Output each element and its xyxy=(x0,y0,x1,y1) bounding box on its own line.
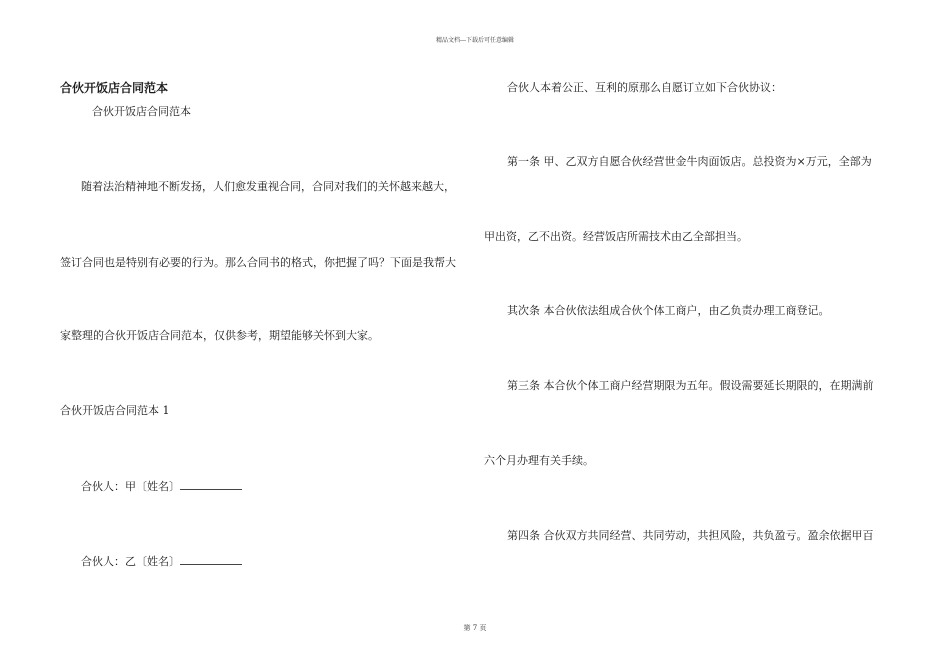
document-title: 合伙开饭店合同范本 xyxy=(60,81,169,95)
intro-line-3: 家整理的合伙开饭店合同范本，仅供参考，期望能够关怀到大家。 xyxy=(60,329,379,342)
intro-line-1: 随着法治精神地不断发扬，人们愈发重视合同，合同对我们的关怀越来越大， xyxy=(81,180,455,193)
article-3-line-2: 六个月办理有关手续。 xyxy=(484,454,594,467)
partner-b-blank xyxy=(180,554,242,565)
page-header: 精品文档---下载后可任意编辑 xyxy=(435,37,515,44)
article-4-line-1: 第四条 合伙双方共同经营、共同劳动，共担风险，共负盈亏。盈余依据甲百 xyxy=(507,529,874,542)
document-subtitle: 合伙开饭店合同范本 xyxy=(92,105,191,118)
article-2-line-1: 其次条 本合伙依法组成合伙个体工商户，由乙负责办理工商登记。 xyxy=(507,304,830,317)
section-heading: 合伙开饭店合同范本 1 xyxy=(60,404,170,417)
preamble: 合伙人本着公正、互利的原那么自愿订立如下合伙协议： xyxy=(507,81,782,94)
partner-a-label: 合伙人：甲〔姓名〕 xyxy=(81,480,180,493)
partner-a-line xyxy=(81,479,242,494)
partner-a-blank xyxy=(180,479,242,490)
partner-b-line xyxy=(81,554,242,569)
article-1-line-1: 第一条 甲、乙双方自愿合伙经营世金牛肉面饭店。总投资为×万元，全部为 xyxy=(507,155,872,168)
article-1-line-2: 甲出资，乙不出资。经营饭店所需技术由乙全部担当。 xyxy=(484,230,748,243)
partner-b-label: 合伙人：乙〔姓名〕 xyxy=(81,555,180,568)
intro-line-2: 签订合同也是特别有必要的行为。那么合同书的格式，你把握了吗？下面是我帮大 xyxy=(60,256,456,269)
page-number: 第 7 页 xyxy=(463,624,487,632)
article-3-line-1: 第三条 本合伙个体工商户经营期限为五年。假设需要延长期限的，在期满前 xyxy=(507,379,874,392)
